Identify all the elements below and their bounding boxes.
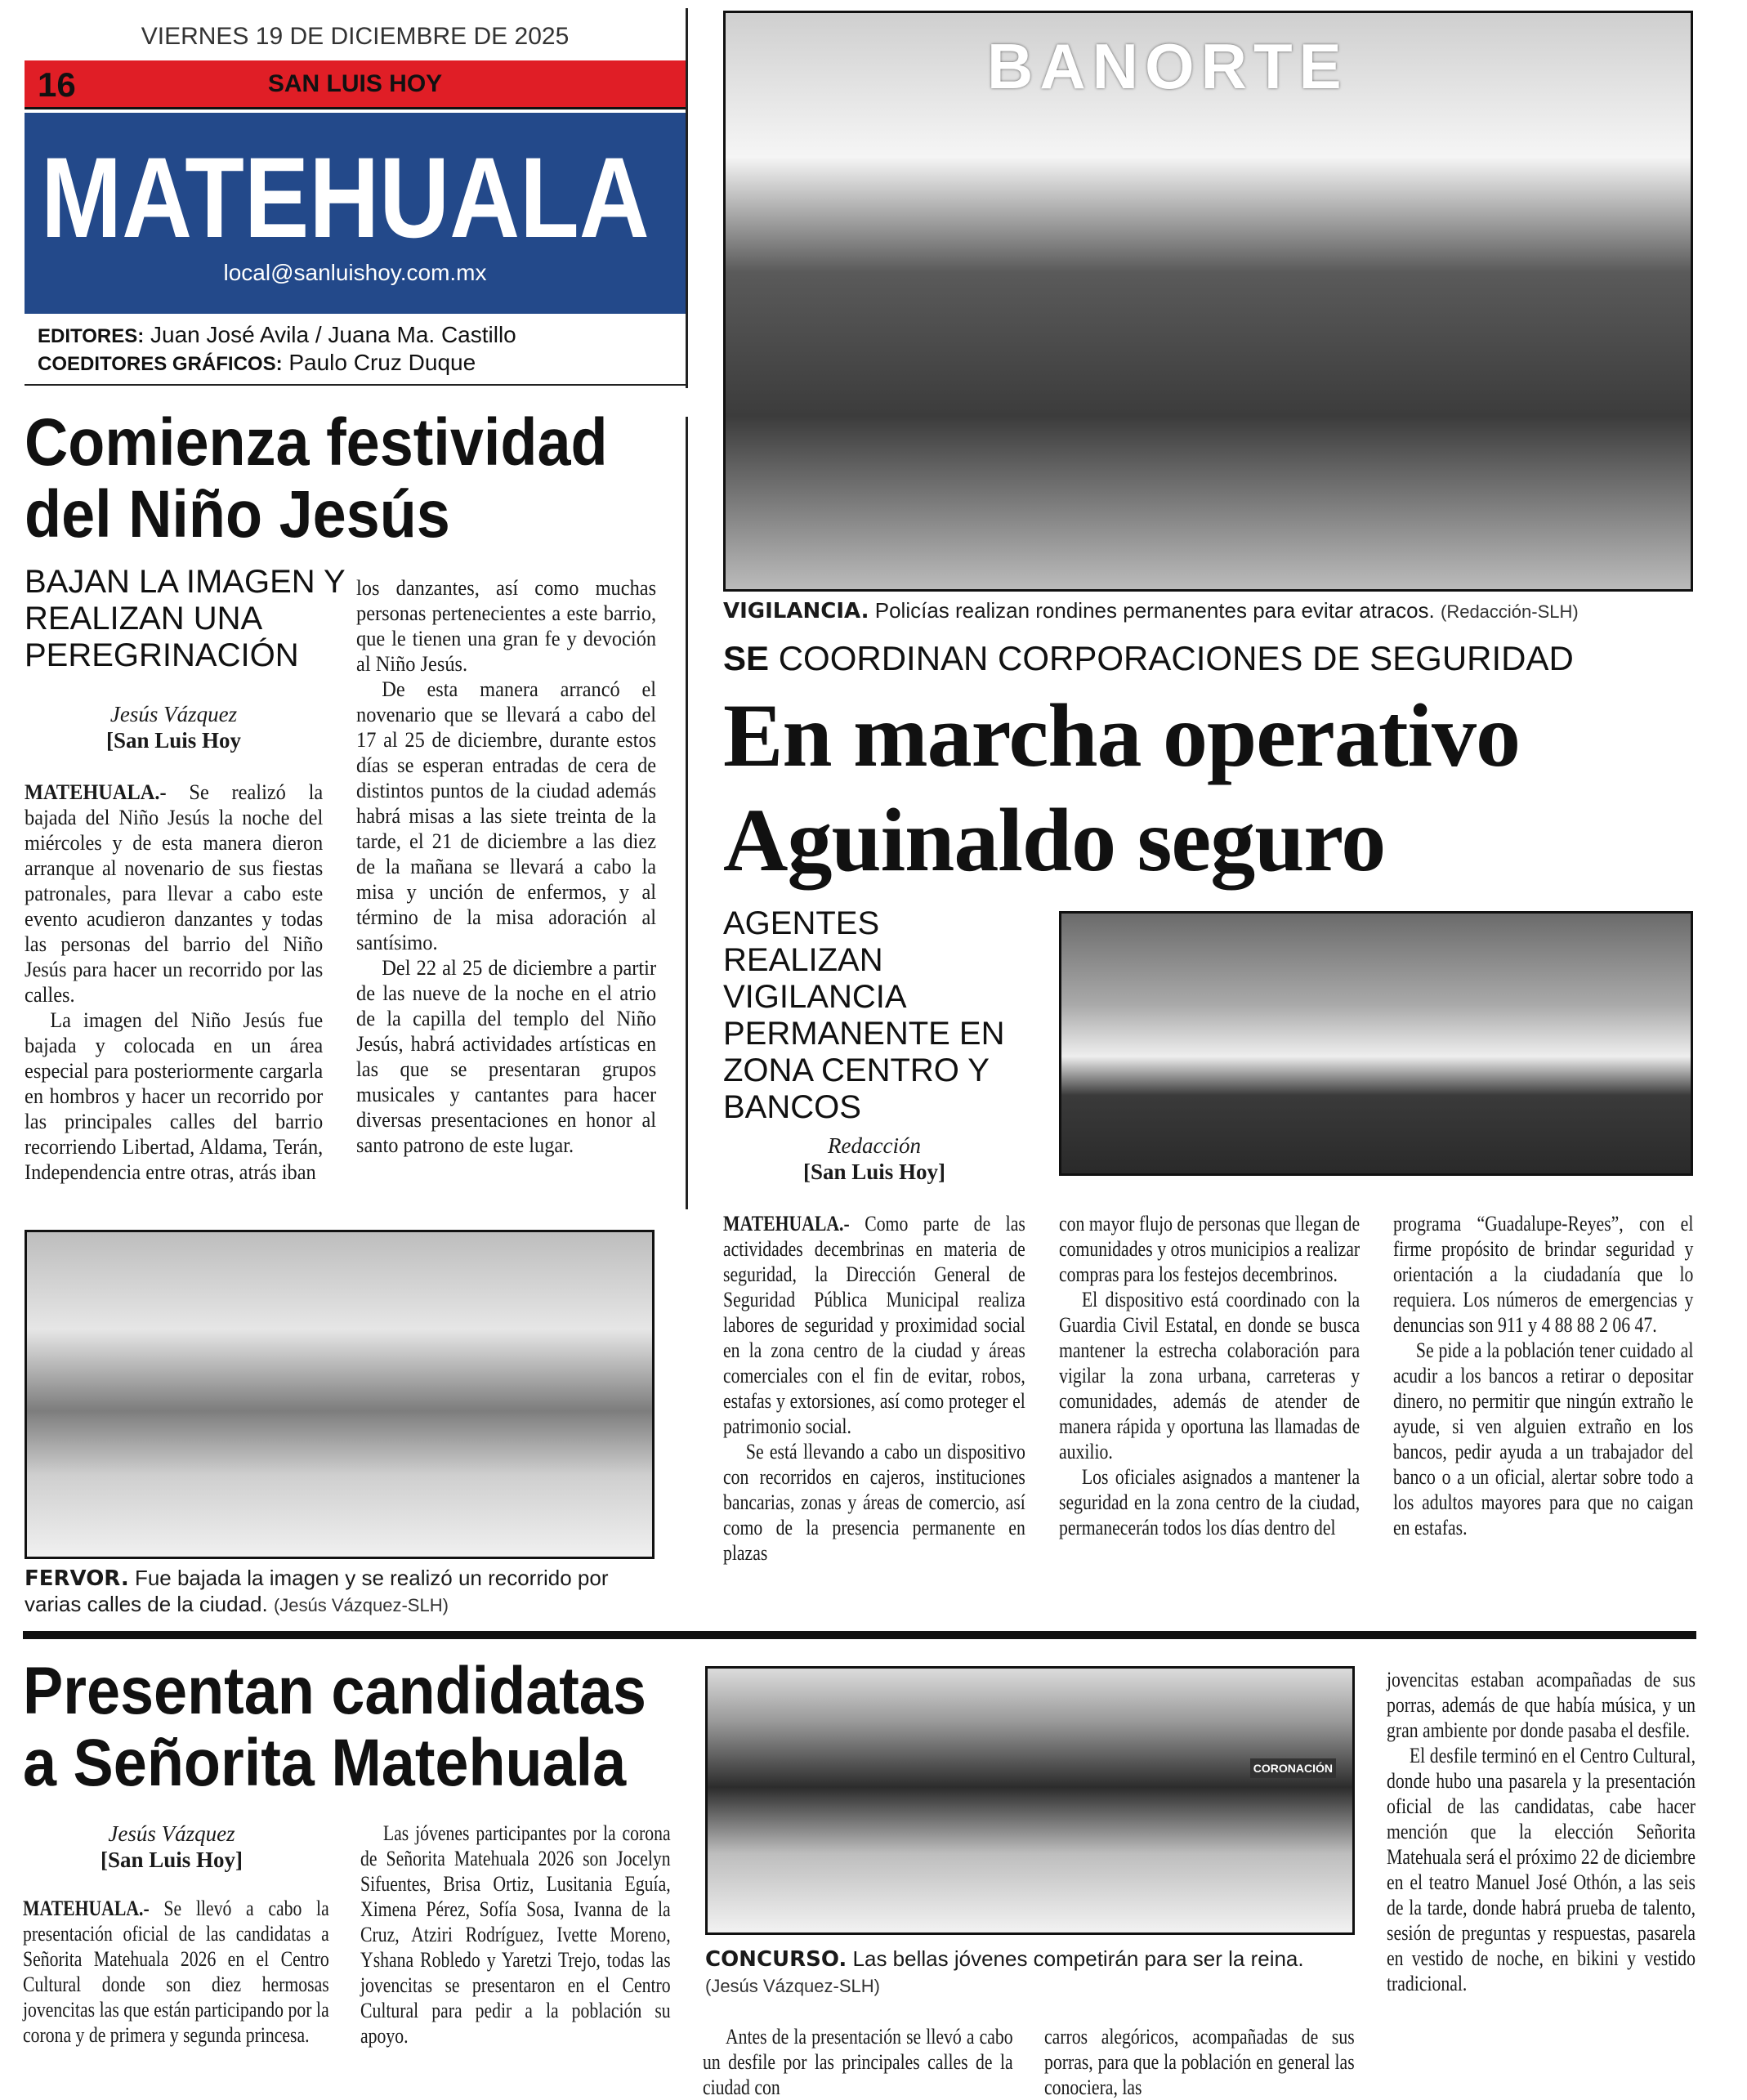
newspaper-name: SAN LUIS HOY — [267, 70, 443, 97]
photo-banner: CORONACIÓN — [1250, 1758, 1336, 1778]
author: Redacción — [828, 1133, 921, 1158]
bank-sign: BANORTE — [987, 30, 1348, 102]
caption-credit: (Jesús Vázquez-SLH) — [705, 1976, 880, 1996]
editors-line — [38, 322, 516, 348]
article3-col3 — [703, 2024, 1013, 2100]
paragraph: con mayor flujo de personas que llegan de comunidades y otros municipios a realizar compras para los festejos decembrinos. — [1059, 1211, 1361, 1286]
section-title: MATEHUALA — [41, 133, 650, 261]
caption-kicker: CONCURSO. — [705, 1947, 847, 1972]
paragraph: Se realizó la bajada del Niño Jesús la noche del miércoles y de esta manera dieron arranque al novenario de sus fiestas patronales, para llevar a cabo este evento acudieron danzantes y todas las personas del barrio del Niño Jesús para hacer un recorrido por las calles. — [25, 780, 324, 1007]
section-bar — [25, 60, 686, 109]
article1-subhead: BAJAN LA IMAGEN Y REALIZAN UNA PEREGRINACIÓN — [25, 564, 346, 673]
section-header — [25, 113, 686, 314]
procession-photo — [25, 1230, 655, 1559]
paragraph: Las jóvenes participantes por la corona de Señorita Matehuala 2026 son Jocelyn Sifuentes, Brisa Ortiz, Lusitania Eguía, Ximena Pérez, Sofía Sosa, Ivanna de la Cruz, Atziri Rodríguez, Ivette Moreno, Yshana Robledo y Yaretzi Trejo, todas las jovencitas se presentaron en el Centro Cultural para pedir a la población su apoyo. — [360, 1821, 671, 2048]
caption-credit: (Jesús Vázquez-SLH) — [273, 1595, 449, 1615]
caption-text: Fue bajada la imagen y se realizó un recorrido por varias calles de la ciudad. — [25, 1566, 609, 1616]
issue-date: VIERNES 19 DE DICIEMBRE DE 2025 — [141, 23, 570, 50]
author: Jesús Vázquez — [109, 702, 238, 726]
article2-kicker — [723, 639, 1574, 678]
paragraph: Los oficiales asignados a mantener la seguridad en la zona centro de la ciudad, permanecerán todos los días dentro del — [1059, 1464, 1361, 1539]
column-divider — [686, 417, 688, 1209]
coeditors-names: Paulo Cruz Duque — [288, 350, 476, 375]
caption-kicker: VIGILANCIA. — [723, 599, 869, 623]
caption-text: Policías realizan rondines permanentes para evitar atracos. — [874, 598, 1435, 623]
article3-col2 — [360, 1821, 671, 2049]
article3-col1 — [23, 1896, 329, 2048]
caption-kicker: FERVOR. — [25, 1566, 129, 1591]
dateline: MATEHUALA.- — [25, 780, 167, 804]
column-divider — [686, 8, 688, 388]
bank-photo — [723, 11, 1693, 592]
outlet: [San Luis Hoy — [105, 728, 242, 753]
caption-credit: (Redacción-SLH) — [1441, 601, 1579, 622]
article2-byline — [723, 1133, 1025, 1185]
candidates-photo — [705, 1666, 1355, 1935]
coeditors-label: COEDITORES GRÁFICOS: — [38, 353, 283, 375]
paragraph: Se llevó a cabo la presentación oficial de las candidatas a Señorita Matehuala 2026 en el Centro Cultural donde son diez hermosas jovencitas las que están participando por la corona y de primera y segunda princesa. — [23, 1896, 329, 2047]
article2-caption — [723, 598, 1704, 624]
paragraph: carros alegóricos, acompañadas de sus porras, para que la población en general las conociera, las — [1044, 2024, 1355, 2099]
paragraph: programa “Guadalupe-Reyes”, con el firme propósito de brindar seguridad y orientación a la ciudadanía que lo requiera. Los números de emergencias y denuncias son 911 y 4 88 88 2 06 47. — [1393, 1211, 1694, 1337]
header-rule — [25, 384, 686, 386]
author: Jesús Vázquez — [108, 1821, 235, 1846]
paragraph: jovencitas estaban acompañadas de sus porras, además de que había música, y un gran ambiente por donde pasaba el desfile. — [1387, 1667, 1696, 1742]
caption-text: Las bellas jóvenes competirán para ser la reina. — [852, 1946, 1304, 1971]
paragraph: El dispositivo está coordinado con la Guardia Civil Estatal, en donde se busca mantener la estrecha colaboración para vigilar la zona urbana, carreteras y comunidades, además de atender de manera rápida y oportuna las llamadas de auxilio. — [1059, 1287, 1361, 1463]
article1-headline: Comienza festividad del Niño Jesús — [25, 405, 608, 552]
article1-col2 — [356, 575, 656, 1158]
article2-headline — [723, 683, 1704, 892]
headline-line: En marcha operativo — [723, 686, 1521, 785]
paragraph: Se pide a la población tener cuidado al acudir a los bancos a retirar o depositar dinero, no permitir que ningún extraño le ayude, si ven alguien extraño en los bancos, pedir ayuda a un trabajador del banco o a un oficial, alertar sobre todo a los adultos mayores para que no caigan en estafas. — [1393, 1338, 1694, 1539]
dateline: MATEHUALA.- — [723, 1211, 850, 1235]
section-email[interactable]: local@sanluishoy.com.mx — [223, 260, 487, 285]
article3-col4 — [1044, 2024, 1355, 2100]
editors-label: EDITORES: — [38, 325, 145, 347]
kicker-bold: SE — [723, 639, 770, 677]
article3-byline — [25, 1821, 319, 1873]
kicker-text: COORDINAN CORPORACIONES DE SEGURIDAD — [778, 639, 1574, 677]
article1-col1 — [25, 780, 323, 1185]
outlet: [San Luis Hoy] — [802, 1159, 946, 1184]
paragraph: El desfile terminó en el Centro Cultural, donde hubo una pasarela y la presentación oficial de las candidatas, cabe hacer mención que la elección Señorita Matehuala será el próximo 22 de diciembre en el teatro Manuel José Othón, a las seis de la tarde, donde habrá prueba de talento, sesión de preguntas y respuestas, pasarela en vestido de noche, en bikini y vestido tradicional. — [1387, 1743, 1696, 1995]
paragraph: Como parte de las actividades decembrinas en materia de seguridad, la Dirección General de Seguridad Pública Municipal realiza labores de seguridad y proximidad social en la zona centro de la ciudad y áreas comerciales con el fin de evitar, robos, estafas y extorsiones, así como proteger el patrimonio social. — [723, 1211, 1025, 1438]
headline-line: Aguinaldo seguro — [723, 790, 1386, 890]
paragraph: Se está llevando a cabo un dispositivo con recorridos en cajeros, instituciones bancarias, zonas y áreas de comercio, así como de la presencia permanente en plazas — [723, 1439, 1025, 1565]
article1-caption — [25, 1566, 670, 1618]
article3-col5 — [1387, 1667, 1696, 1996]
paragraph: Antes de la presentación se llevó a cabo un desfile por las principales calles de la ciudad con — [703, 2024, 1013, 2099]
editors-names: Juan José Avila / Juana Ma. Castillo — [150, 322, 516, 347]
dateline: MATEHUALA.- — [23, 1896, 150, 1920]
article2-col2 — [1059, 1211, 1360, 1540]
article3-headline: Presentan candidatas a Señorita Matehuala — [23, 1654, 646, 1800]
article2-col1 — [723, 1211, 1025, 1566]
article2-col3 — [1393, 1211, 1693, 1540]
paragraph: De esta manera arrancó el novenario que se llevará a cabo del 17 al 25 de diciembre, durante estos días se esperan entradas de cera de distintos puntos de la ciudad además habrá misas a las siete treinta de la tarde, el 21 de diciembre a las diez de la mañana se llevará a cabo la misa y unción de enfermos, y al término de la misa adoración al santísimo. — [356, 677, 657, 954]
police-photo — [1059, 911, 1693, 1176]
paragraph: Del 22 al 25 de diciembre a partir de las nueve de la noche en el atrio de la capilla del templo del Niño Jesús, habrá actividades artísticas en las que se presentaran grupos musicales y cantantes para hacer diversas presentaciones en honor al santo patrono de este lugar. — [356, 955, 657, 1157]
section-rule — [23, 1631, 1696, 1639]
article1-byline — [25, 701, 323, 753]
paragraph: La imagen del Niño Jesús fue bajada y colocada en un área especial para posteriormente cargarla en hombros y hacer un recorrido por las principales calles del barrio recorriendo Libertad, Aldama, Terán, Independencia entre otras, atrás iban — [25, 1008, 324, 1184]
article3-caption — [705, 1946, 1359, 1973]
coeditors-line — [38, 350, 476, 376]
paragraph: los danzantes, así como muchas personas pertenecientes a este barrio, que le tienen una gran fe y devoción al Niño Jesús. — [356, 575, 657, 676]
outlet: [San Luis Hoy] — [100, 1848, 244, 1872]
article2-subhead: AGENTES REALIZAN VIGILANCIA PERMANENTE EN ZONA CENTRO Y BANCOS — [723, 905, 1005, 1125]
page-number: 16 — [38, 65, 76, 104]
